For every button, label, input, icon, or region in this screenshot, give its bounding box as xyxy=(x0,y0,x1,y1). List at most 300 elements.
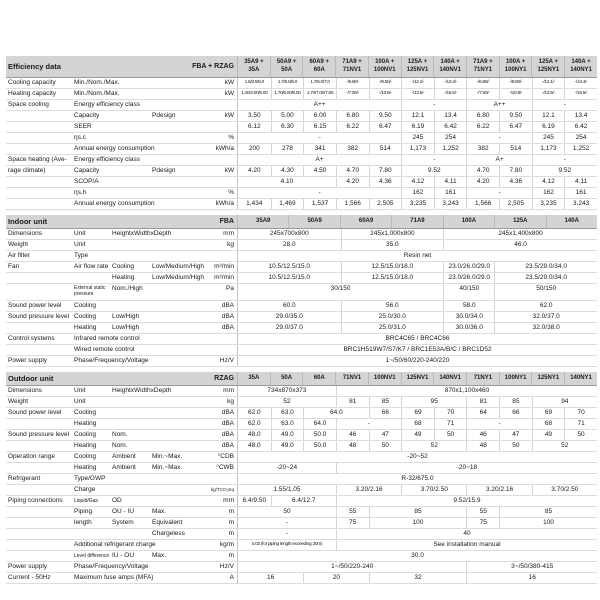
cell-value: 3.50 xyxy=(247,112,261,119)
cell-value: 81 xyxy=(466,397,499,407)
row-label: Cooling xyxy=(112,263,135,270)
column-header xyxy=(494,215,545,228)
cell-value: 245x1,000x800 xyxy=(341,229,444,239)
cell-value: 70 xyxy=(434,408,467,418)
cell-value: 32.0/38.0 xyxy=(494,323,597,333)
cell-value: BRC1H519W7/S7/K7 / BRC1E53A/B/C / BRC1D52 xyxy=(343,346,492,353)
column-header-line: 140A + xyxy=(440,59,460,65)
row-label: Heating xyxy=(112,274,135,281)
cell-value: 49.0 xyxy=(271,430,304,440)
cell-value: 1,469 xyxy=(271,199,304,209)
cell-value: 1.7/5.0/6.0 xyxy=(271,78,304,88)
column-header xyxy=(270,56,303,77)
cell-value: 49 xyxy=(532,430,565,440)
row-label: Current - 50Hz xyxy=(8,574,51,581)
cell-value: 35.0 xyxy=(341,240,444,250)
row-label: Cooling xyxy=(74,313,97,320)
section-header-labels xyxy=(6,215,237,228)
row-label: Power supply xyxy=(8,563,48,570)
cell-value: 245 xyxy=(401,133,434,143)
unit-label: A xyxy=(229,574,234,581)
row-cells xyxy=(237,573,597,583)
row-cells xyxy=(237,397,597,407)
table-row xyxy=(6,273,597,284)
column-header-line: 35A xyxy=(248,66,260,73)
section-header xyxy=(6,215,597,229)
row-cells xyxy=(237,144,597,154)
row-cells xyxy=(237,441,597,451)
row-label: Phase/Frequency/Voltage xyxy=(74,563,149,570)
cell-value: 1,537 xyxy=(303,199,336,209)
cell-value: - xyxy=(318,134,321,141)
section-efficiency xyxy=(6,56,597,210)
row-cells xyxy=(237,463,597,473)
cell-value: 162 xyxy=(532,188,565,198)
cell-value: 278 xyxy=(271,144,304,154)
model-label: FBA + RZAG xyxy=(192,63,234,70)
row-label-area xyxy=(6,111,237,121)
cell-value: 1,566 xyxy=(466,199,499,209)
column-header xyxy=(499,372,532,385)
row-label-area xyxy=(6,177,237,187)
cell-value: 62.0 xyxy=(494,301,597,311)
row-label: Heating xyxy=(74,464,97,471)
row-label: ηs,h xyxy=(74,189,87,196)
cell-value: 2,505 xyxy=(369,199,402,209)
row-label: Refrigerant xyxy=(8,475,41,482)
table-row xyxy=(6,312,597,323)
row-label: Ambient xyxy=(112,453,136,460)
row-label-area xyxy=(6,430,237,440)
cell-value: 6.00 xyxy=(303,111,336,121)
cell-value: 245x1,400x800 xyxy=(443,229,597,239)
row-label: Sound power level xyxy=(8,409,62,416)
cell-value: 4.36 xyxy=(499,177,532,187)
row-label: Heating xyxy=(74,324,97,331)
unit-label: dBA xyxy=(221,420,234,427)
column-header-line: 71NY1 xyxy=(473,374,493,381)
cell-value: 58.0 xyxy=(443,301,494,311)
row-label: Space cooling xyxy=(8,101,49,108)
cell-value: - xyxy=(318,189,321,196)
unit-label: dBA xyxy=(221,431,234,438)
cell-value: - xyxy=(401,155,466,165)
cell-value: - xyxy=(532,155,597,165)
cell-value: 12.1 xyxy=(532,111,565,121)
table-row xyxy=(6,262,597,273)
row-label-area xyxy=(6,518,237,528)
cell-value: 71 xyxy=(434,419,467,429)
row-label: Energy efficiency class xyxy=(74,156,140,163)
table-row xyxy=(6,177,597,188)
table-row xyxy=(6,111,597,122)
row-label: Chargeless xyxy=(152,530,185,537)
table-row xyxy=(6,251,597,262)
table-row xyxy=(6,408,597,419)
unit-label: dBA xyxy=(221,324,234,331)
row-label: Dimensions xyxy=(8,387,42,394)
unit-label: kW xyxy=(224,167,234,174)
cell-value: -/13.4/- xyxy=(564,78,597,88)
row-label-area xyxy=(6,323,237,333)
column-header xyxy=(340,215,391,228)
row-cells xyxy=(237,485,597,495)
unit-label: kg/m xyxy=(219,541,234,548)
row-cells xyxy=(237,386,597,396)
cell-value: 7.80 xyxy=(369,166,402,176)
unit-label: °CWB xyxy=(216,464,234,471)
row-cells xyxy=(237,430,597,440)
cell-value: -/10.8/- xyxy=(369,89,402,99)
cell-value: 1,173 xyxy=(401,144,434,154)
row-label-area xyxy=(6,229,237,239)
cell-value: 13.4 xyxy=(434,111,467,121)
row-label: Type xyxy=(74,252,89,259)
cell-value: 40 xyxy=(336,529,597,539)
row-label-area xyxy=(6,397,237,407)
section-header xyxy=(6,372,597,386)
row-cells xyxy=(237,452,597,462)
column-header xyxy=(401,56,434,77)
row-cells xyxy=(237,562,597,572)
cell-value: 94 xyxy=(532,397,597,407)
row-label: OD xyxy=(112,497,122,504)
row-label: Unit xyxy=(74,387,86,394)
table-row xyxy=(6,463,597,474)
cell-value: 66 xyxy=(369,408,402,418)
row-label-area xyxy=(6,386,237,396)
cell-value: 1,173 xyxy=(532,144,565,154)
unit-label: Pa xyxy=(226,285,234,292)
row-label: Maximum fuse amps (MFA) xyxy=(74,574,154,581)
row-cells xyxy=(237,155,597,165)
cell-value: -/6.80/- xyxy=(336,78,369,88)
cell-value: 48 xyxy=(336,441,369,451)
cell-value: 71 xyxy=(564,419,597,429)
cell-value: 1~/50/60/220-240/220 xyxy=(385,357,450,364)
row-cells xyxy=(237,166,597,176)
row-label: Pdesign xyxy=(152,112,176,119)
row-label-area xyxy=(6,166,237,176)
column-header-line: 100A xyxy=(461,217,477,224)
cell-value: 162 xyxy=(401,188,434,198)
column-header-line: 140A + xyxy=(571,59,591,65)
cell-value: 85 xyxy=(369,507,467,517)
row-cells xyxy=(237,323,597,333)
row-cells xyxy=(237,301,597,311)
row-label-area xyxy=(6,573,237,583)
row-label: Air filter xyxy=(8,252,31,259)
cell-value: 81 xyxy=(336,397,369,407)
row-label: Piping xyxy=(74,508,93,515)
row-label: System xyxy=(112,519,134,526)
cell-value: 23.5/29.0/34.0 xyxy=(494,262,597,272)
column-header xyxy=(302,372,335,385)
cell-value: A++ xyxy=(313,101,326,108)
unit-label: °CDB xyxy=(217,453,234,460)
cell-value: 30.0 xyxy=(411,552,424,559)
row-label: Piping connections xyxy=(8,497,63,504)
column-header-line: 60A xyxy=(313,66,325,73)
cell-value: - xyxy=(285,530,289,537)
cell-value: BRC4C65 / BRC4C66 xyxy=(385,335,450,342)
model-label: FBA xyxy=(219,218,234,225)
row-label: ηs,c xyxy=(74,134,86,141)
cell-value: 6.15 xyxy=(303,122,336,132)
cell-value: 4.11 xyxy=(564,177,597,187)
row-label: IU - OU xyxy=(112,552,135,559)
column-header xyxy=(270,372,303,385)
cell-value: 50/150 xyxy=(494,284,597,300)
row-cells xyxy=(237,312,597,322)
row-label: Low/High xyxy=(112,324,140,331)
row-label-area xyxy=(6,133,237,143)
cell-value: 75 xyxy=(466,518,499,528)
cell-value: 1.70/7.00/7.50 xyxy=(303,89,336,99)
cell-value: 55 xyxy=(336,507,369,517)
column-header xyxy=(237,56,270,77)
table-row xyxy=(6,144,597,155)
row-label: Infrared remote control xyxy=(74,335,140,342)
row-label: Unit xyxy=(74,241,86,248)
cell-value: 7.80 xyxy=(499,166,532,176)
cell-value: -/9.50/- xyxy=(369,78,402,88)
unit-label: kW xyxy=(224,79,234,86)
column-header xyxy=(433,56,466,77)
row-label: Annual energy consumption xyxy=(74,200,155,207)
cell-value: 5.00 xyxy=(271,111,304,121)
table-row xyxy=(6,485,597,496)
cell-value: 1,434 xyxy=(246,200,263,207)
cell-value: 40/150 xyxy=(443,284,494,300)
row-label-area xyxy=(6,144,237,154)
column-header-line: 140NY1 xyxy=(570,374,592,381)
column-header xyxy=(433,372,466,385)
cell-value: 734x870x373 xyxy=(267,387,307,394)
cell-value: 6.47 xyxy=(369,122,402,132)
row-label-area xyxy=(6,251,237,261)
cell-value: 3,235 xyxy=(532,199,565,209)
cell-value: 6.22 xyxy=(336,122,369,132)
table-row xyxy=(6,301,597,312)
column-header-line: 35A9 xyxy=(256,217,271,224)
row-label: Weight xyxy=(8,241,29,248)
cell-value: 1,252 xyxy=(564,144,597,154)
table-row xyxy=(6,345,597,356)
table-row xyxy=(6,573,597,584)
cell-value: 3,235 xyxy=(401,199,434,209)
cell-value: 3.70/2.50 xyxy=(532,485,597,495)
cell-value: 4.70 xyxy=(466,166,499,176)
cell-value: 85 xyxy=(499,397,532,407)
cell-value: 341 xyxy=(303,144,336,154)
row-label: Ambient xyxy=(112,464,136,471)
unit-label: kW xyxy=(224,90,234,97)
row-cells xyxy=(237,540,597,550)
row-label-area xyxy=(6,199,237,209)
column-header-line: 71A9 + xyxy=(473,59,493,65)
cell-value: Resin net xyxy=(403,252,432,259)
row-label: Phase/Frequency/Voltage xyxy=(74,357,149,364)
cell-value: 4.12 xyxy=(532,177,565,187)
row-cells xyxy=(237,518,597,528)
row-label: HeightxWidthxDepth xyxy=(112,230,172,237)
cell-value: 254 xyxy=(564,133,597,143)
row-cells xyxy=(237,345,597,355)
row-label-area xyxy=(6,540,237,550)
row-label: Capacity xyxy=(74,112,100,119)
cell-value: -/12.1/- xyxy=(532,78,565,88)
cell-value: 9.52 xyxy=(532,166,597,176)
row-label: Charge xyxy=(74,486,96,493)
row-label: Power supply xyxy=(8,357,48,364)
row-cells xyxy=(237,273,597,283)
column-header xyxy=(368,56,401,77)
table-row xyxy=(6,507,597,518)
cell-value: 4.11 xyxy=(434,177,467,187)
row-cells xyxy=(237,240,597,250)
cell-value: 9.52/15.9 xyxy=(336,496,597,506)
row-label-area xyxy=(6,78,237,88)
cell-value: 47 xyxy=(369,430,402,440)
cell-value: 63.0 xyxy=(271,419,304,429)
row-label: Low/Medium/High xyxy=(152,274,205,281)
unit-label: m xyxy=(228,530,234,537)
column-header-line: 140NY1 xyxy=(570,66,592,73)
row-label-area xyxy=(6,485,237,495)
cell-value: 6.80 xyxy=(466,111,499,121)
cell-value: 1~/50/220-240 xyxy=(331,563,374,570)
column-headers xyxy=(237,56,597,77)
cell-value: 4.20 xyxy=(336,177,369,187)
row-label: Unit xyxy=(74,230,86,237)
cell-value: 25.0/31.0 xyxy=(341,323,444,333)
cell-value: 3.20/2.16 xyxy=(466,485,531,495)
column-header-line: 140A xyxy=(564,217,579,224)
cell-value: 50 xyxy=(564,430,597,440)
cell-value: 60.0 xyxy=(282,302,296,309)
column-header xyxy=(237,215,288,228)
cell-value: 28.0 xyxy=(282,241,296,248)
row-label-area xyxy=(6,100,237,110)
cell-value: 50 xyxy=(499,441,532,451)
row-label: Liquid/Gas xyxy=(74,498,98,504)
cell-value: 9.50 xyxy=(369,111,402,121)
cell-value: 382 xyxy=(336,144,369,154)
column-header-line: 50A xyxy=(281,374,293,381)
row-label: Space heating (Ave- xyxy=(8,156,67,163)
cell-value: 4.50 xyxy=(303,166,336,176)
row-label-area xyxy=(6,408,237,418)
row-cells xyxy=(237,251,597,261)
table-row xyxy=(6,496,597,507)
row-label-area xyxy=(6,356,237,366)
row-cells xyxy=(237,100,597,110)
cell-value: 514 xyxy=(499,144,532,154)
row-label: Pdesign xyxy=(152,167,176,174)
row-label-area xyxy=(6,419,237,429)
cell-value: -20~52 xyxy=(407,453,428,460)
unit-label: kg xyxy=(227,241,234,248)
cell-value: 200 xyxy=(248,145,260,152)
cell-value: 29.0/37.0 xyxy=(275,324,303,331)
cell-value: 1.6/3.5/5.0 xyxy=(244,80,264,85)
column-header xyxy=(302,56,335,77)
row-label-area xyxy=(6,334,237,344)
row-label: Level difference xyxy=(74,553,110,559)
cell-value: 50 xyxy=(369,441,402,451)
cell-value: 6.30 xyxy=(271,122,304,132)
table-row xyxy=(6,551,597,562)
row-label-area xyxy=(6,155,237,165)
row-label: External static pressure xyxy=(74,285,106,297)
row-label: Energy efficiency class xyxy=(74,101,140,108)
row-label-area xyxy=(6,312,237,322)
row-label: Nom./High xyxy=(112,285,143,292)
row-label: OU - IU xyxy=(112,508,135,515)
column-header xyxy=(288,215,339,228)
cell-value: 12.5/15.0/18.0 xyxy=(341,273,444,283)
column-header xyxy=(531,56,564,77)
column-header-line: 125A + xyxy=(538,59,558,65)
cell-value: 3,243 xyxy=(564,199,597,209)
column-header-line: 100A + xyxy=(375,59,395,65)
row-label: Heating xyxy=(74,442,97,449)
cell-value: 16 xyxy=(466,573,597,583)
cell-value: 49 xyxy=(401,430,434,440)
cell-value: - xyxy=(532,100,597,110)
column-header-line: 125A + xyxy=(407,59,428,65)
cell-value: 4.36 xyxy=(369,177,402,187)
cell-value: 1.7/6.0/7.0 xyxy=(303,78,336,88)
cell-value: 50 xyxy=(283,508,291,515)
column-header-line: 140NV1 xyxy=(439,66,462,73)
column-header-line: 35A xyxy=(248,374,260,381)
cell-value: 23.0/26.0/29.0 xyxy=(443,262,494,272)
cell-value: 68 xyxy=(401,419,434,429)
table-row xyxy=(6,100,597,111)
cell-value: 1.40/4.00/5.00 xyxy=(241,91,268,96)
cell-value: - xyxy=(336,419,401,429)
cell-value: -/10.8/- xyxy=(499,89,532,99)
row-label: Dimensions xyxy=(8,230,42,237)
cell-value: 6.42 xyxy=(564,122,597,132)
unit-label: % xyxy=(228,189,234,196)
cell-value: 4.30 xyxy=(271,166,304,176)
cell-value: 46.0 xyxy=(443,240,597,250)
row-label: Sound power level xyxy=(8,302,62,309)
cell-value: See installation manual xyxy=(336,540,597,550)
table-row xyxy=(6,356,597,367)
cell-value: 254 xyxy=(434,133,467,143)
row-label: Min.~Max. xyxy=(152,464,183,471)
cell-value: 32 xyxy=(369,573,467,583)
cell-value: -/12.1/- xyxy=(401,78,434,88)
cell-value: 514 xyxy=(369,144,402,154)
cell-value: -/7.50/- xyxy=(336,89,369,99)
table-row xyxy=(6,133,597,144)
column-header-line: 100A + xyxy=(505,59,526,65)
cell-value: 3,243 xyxy=(434,199,467,209)
unit-label: m xyxy=(228,508,234,515)
cell-value: -/13.5/- xyxy=(532,89,565,99)
table-row xyxy=(6,78,597,89)
table-row xyxy=(6,199,597,210)
table-row xyxy=(6,562,597,573)
cell-value: 64.0 xyxy=(303,408,368,418)
cell-value: -/15.5/- xyxy=(564,89,597,99)
section-title: Efficiency data xyxy=(8,62,61,71)
